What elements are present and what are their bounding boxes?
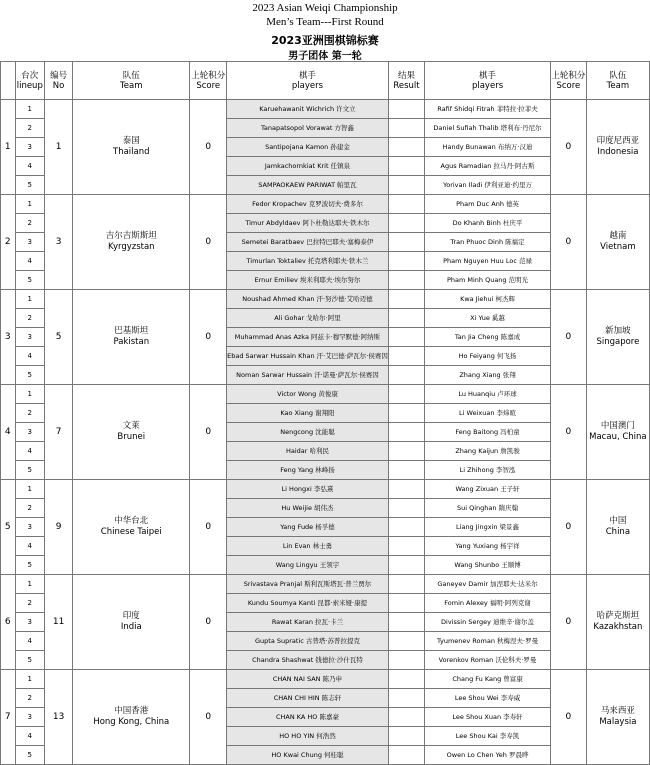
result-cell xyxy=(388,366,424,385)
result-cell xyxy=(388,100,424,119)
team-left xyxy=(73,385,190,480)
table-row xyxy=(1,480,650,499)
score-right: 0 xyxy=(550,385,586,480)
team-left-zh: 巴基斯坦 xyxy=(114,326,149,336)
player-left: Kao Xiang 谢翔阳 xyxy=(227,404,389,423)
player-right: Fomin Alexey 福明·阿列克谢 xyxy=(425,594,551,613)
player-right: Vorenkov Roman 沃伦科夫·罗曼 xyxy=(425,651,551,670)
player-left: Karuehawanit Wichrich 许文立 xyxy=(227,100,389,119)
team-right-en: Malaysia xyxy=(599,717,637,727)
team-number: 13 xyxy=(45,670,73,765)
col-players-left: 棋手 players xyxy=(227,62,389,100)
board-number: 5 xyxy=(15,556,45,575)
player-left: Timur Abdyldaev 阿卜杜勒达耶夫·铁木尔 xyxy=(227,214,389,233)
player-left: Srivastava Pranjal 斯利瓦斯塔瓦·普兰贾尔 xyxy=(227,575,389,594)
board-number: 4 xyxy=(15,727,45,746)
result-cell xyxy=(388,385,424,404)
team-left-en: Brunei xyxy=(117,432,146,442)
title-zh: 2023亚洲围棋锦标赛 xyxy=(271,34,379,47)
team-left-en: Hong Kong, China xyxy=(93,717,170,727)
result-cell xyxy=(388,195,424,214)
match-rank: 3 xyxy=(1,290,16,385)
score-left: 0 xyxy=(190,480,227,575)
player-right: Liang Jingxin 梁景鑫 xyxy=(425,518,551,537)
player-right: Pham Nguyen Huu Loc 范禄 xyxy=(425,252,551,271)
team-right xyxy=(586,290,649,385)
result-cell xyxy=(388,594,424,613)
result-cell xyxy=(388,328,424,347)
board-number: 5 xyxy=(15,651,45,670)
score-left: 0 xyxy=(190,195,227,290)
score-right: 0 xyxy=(550,670,586,765)
score-right: 0 xyxy=(550,100,586,195)
team-left-zh: 泰国 xyxy=(122,136,140,146)
team-left xyxy=(73,100,190,195)
player-right: Owen Lo Chen Yeh 罗晨晔 xyxy=(425,746,551,765)
player-left: Ebad Sarwar Hussain Khan 汗·艾巴德·萨瓦尔·侯赛因 xyxy=(227,347,389,366)
player-right: Tran Phuoc Dinh 陈福定 xyxy=(425,233,551,252)
table-row xyxy=(1,385,650,404)
player-right: Tan Jia Cheng 陈嘉成 xyxy=(425,328,551,347)
team-right-zh: 马来西亚 xyxy=(600,706,635,716)
result-cell xyxy=(388,309,424,328)
result-cell xyxy=(388,176,424,195)
team-number: 5 xyxy=(45,290,73,385)
team-number: 9 xyxy=(45,480,73,575)
player-right: Lee Shou Kai 李寿凯 xyxy=(425,727,551,746)
result-cell xyxy=(388,157,424,176)
team-right-zh: 印度尼西亚 xyxy=(596,136,640,146)
player-left: Tanapatsopol Vorawat 方智鑫 xyxy=(227,119,389,138)
player-left: Chandra Shashwat 钱德拉·沙什瓦特 xyxy=(227,651,389,670)
result-cell xyxy=(388,290,424,309)
board-number: 2 xyxy=(15,309,45,328)
result-cell xyxy=(388,537,424,556)
board-number: 1 xyxy=(15,290,45,309)
team-right-en: Singapore xyxy=(596,337,640,347)
player-left: Ali Gohar 戈哈尔·阿里 xyxy=(227,309,389,328)
board-number: 5 xyxy=(15,461,45,480)
team-number: 1 xyxy=(45,100,73,195)
result-cell xyxy=(388,575,424,594)
player-right: Divissin Sergey 迪维辛·谢尔盖 xyxy=(425,613,551,632)
team-right xyxy=(586,195,649,290)
board-number: 1 xyxy=(15,195,45,214)
subtitle-en: Men’s Team---First Round xyxy=(266,16,384,28)
match-rank: 7 xyxy=(1,670,16,765)
board-number: 2 xyxy=(15,404,45,423)
col-score-left: 上轮积分 Score xyxy=(190,62,227,100)
player-right: Li Weixuan 李炜暄 xyxy=(425,404,551,423)
board-number: 1 xyxy=(15,670,45,689)
player-left: Santipojana Kamon 孙建金 xyxy=(227,138,389,157)
result-cell xyxy=(388,708,424,727)
player-right: Zhang Kaijun 詹凯骏 xyxy=(425,442,551,461)
result-cell xyxy=(388,233,424,252)
board-number: 2 xyxy=(15,119,45,138)
player-right: Lee Shou Wei 李寿威 xyxy=(425,689,551,708)
team-right-zh: 中国 xyxy=(609,516,627,526)
board-number: 2 xyxy=(15,594,45,613)
result-cell xyxy=(388,632,424,651)
player-right: Ganeyev Damir 加涅耶夫·达米尔 xyxy=(425,575,551,594)
score-right: 0 xyxy=(550,575,586,670)
board-number: 4 xyxy=(15,442,45,461)
player-left: CHAN CHI HIN 陈志轩 xyxy=(227,689,389,708)
title-en: 2023 Asian Weiqi Championship xyxy=(252,2,398,14)
result-cell xyxy=(388,214,424,233)
board-number: 4 xyxy=(15,157,45,176)
player-right: Wang Zixuan 王子轩 xyxy=(425,480,551,499)
result-cell xyxy=(388,613,424,632)
player-right: Daniel Sufiah Thalib 塔利布·丹尼尔 xyxy=(425,119,551,138)
player-left: Nengcong 沈能聪 xyxy=(227,423,389,442)
match-rank: 4 xyxy=(1,385,16,480)
player-right: Lee Shou Xuan 李寿轩 xyxy=(425,708,551,727)
board-number: 1 xyxy=(15,575,45,594)
team-right-zh: 中国澳门 xyxy=(600,421,635,431)
player-left: Timurlan Toktaliev 托克塔利耶夫·铁木兰 xyxy=(227,252,389,271)
match-rank: 5 xyxy=(1,480,16,575)
player-left: SAMPAOKAEW PARIWAT 帕里瓦 xyxy=(227,176,389,195)
col-players-right: 棋手 players xyxy=(425,62,551,100)
player-left: HO HO YIN 何浩然 xyxy=(227,727,389,746)
player-right: Tyumenev Roman 秋梅涅夫·罗曼 xyxy=(425,632,551,651)
player-right: Pham Duc Anh 德英 xyxy=(425,195,551,214)
col-team-left: 队伍 Team xyxy=(73,62,190,100)
result-cell xyxy=(388,271,424,290)
result-cell xyxy=(388,423,424,442)
score-left: 0 xyxy=(190,100,227,195)
player-right: Yorivan Iladi 伊利亚迪·约里万 xyxy=(425,176,551,195)
player-left: Victor Wong 黄俊康 xyxy=(227,385,389,404)
result-cell xyxy=(388,347,424,366)
player-right: Chang Fu Kang 曾富康 xyxy=(425,670,551,689)
team-number: 7 xyxy=(45,385,73,480)
result-cell xyxy=(388,119,424,138)
board-number: 1 xyxy=(15,480,45,499)
col-score-right: 上轮积分 Score xyxy=(550,62,586,100)
table-row xyxy=(1,670,650,689)
team-right-en: China xyxy=(605,527,631,537)
team-right xyxy=(586,385,649,480)
team-left xyxy=(73,290,190,385)
match-rank: 6 xyxy=(1,575,16,670)
team-left-en: Pakistan xyxy=(113,337,150,347)
player-left: Ernur Emiliev 埃米利耶夫·埃尔努尔 xyxy=(227,271,389,290)
player-right: Xi Yue 奚越 xyxy=(425,309,551,328)
player-right: Agus Ramadian 拉马丹·阿古斯 xyxy=(425,157,551,176)
player-left: CHAN NAI SAN 陈乃申 xyxy=(227,670,389,689)
score-right: 0 xyxy=(550,290,586,385)
team-left-zh: 吉尔吉斯斯坦 xyxy=(105,231,157,241)
team-right-zh: 新加坡 xyxy=(605,326,631,336)
player-left: Noushad Ahmed Khan 汗·努沙德·艾哈迈德 xyxy=(227,290,389,309)
result-cell xyxy=(388,651,424,670)
player-right: Rafif Shidqi Fitrah 菲特拉·拉菲夫 xyxy=(425,100,551,119)
team-left-en: Chinese Taipei xyxy=(100,527,162,537)
player-right: Wang Shunbo 王顺博 xyxy=(425,556,551,575)
player-left: HO Kwai Chung 何桂聪 xyxy=(227,746,389,765)
team-number: 11 xyxy=(45,575,73,670)
player-left: Li Hongxi 李弘熹 xyxy=(227,480,389,499)
player-left: Jamkachornkiat Krit 任镇泉 xyxy=(227,157,389,176)
result-cell xyxy=(388,689,424,708)
team-left-zh: 中国香港 xyxy=(114,706,149,716)
header-row xyxy=(1,62,650,100)
board-number: 2 xyxy=(15,214,45,233)
board-number: 2 xyxy=(15,689,45,708)
board-number: 4 xyxy=(15,632,45,651)
result-cell xyxy=(388,727,424,746)
player-right: Feng Baitong 冯柏童 xyxy=(425,423,551,442)
col-result: 结果 Result xyxy=(388,62,424,100)
board-number: 3 xyxy=(15,708,45,727)
team-number: 3 xyxy=(45,195,73,290)
player-right: Zhang Xiang 张翔 xyxy=(425,366,551,385)
score-left: 0 xyxy=(190,575,227,670)
team-left xyxy=(73,670,190,765)
team-right xyxy=(586,670,649,765)
team-left-zh: 中华台北 xyxy=(114,516,149,526)
table-row xyxy=(1,575,650,594)
player-left: Noman Sarwar Hussain 汗·诺曼·萨瓦尔·侯赛因 xyxy=(227,366,389,385)
score-right: 0 xyxy=(550,480,586,575)
team-right-en: Vietnam xyxy=(600,242,636,252)
board-number: 3 xyxy=(15,613,45,632)
table-row xyxy=(1,195,650,214)
result-cell xyxy=(388,442,424,461)
team-right-zh: 越南 xyxy=(609,231,627,241)
col-blank xyxy=(1,62,16,100)
player-right: Lu Huanqiu 卢环球 xyxy=(425,385,551,404)
board-number: 5 xyxy=(15,366,45,385)
team-left-en: India xyxy=(120,622,142,632)
player-left: Feng Yang 林峰扬 xyxy=(227,461,389,480)
result-cell xyxy=(388,461,424,480)
col-lineup: 台次 lineup xyxy=(15,62,45,100)
team-left-zh: 文莱 xyxy=(122,421,140,431)
player-right: Do Khanh Binh 杜庆平 xyxy=(425,214,551,233)
score-left: 0 xyxy=(190,385,227,480)
board-number: 4 xyxy=(15,537,45,556)
player-right: Li Zhihong 李智泓 xyxy=(425,461,551,480)
board-number: 3 xyxy=(15,138,45,157)
result-cell xyxy=(388,670,424,689)
player-left: Semetei Baratbaev 巴拉特巴耶夫·塞梅泰伊 xyxy=(227,233,389,252)
board-number: 4 xyxy=(15,347,45,366)
player-right: Handy Bunawan 布纳万·汉迪 xyxy=(425,138,551,157)
player-left: Fedor Kropachev 克罗波切夫·费多尔 xyxy=(227,195,389,214)
team-left-en: Kyrgyzstan xyxy=(107,242,155,252)
player-left: Yang Fude 杨孚德 xyxy=(227,518,389,537)
board-number: 5 xyxy=(15,746,45,765)
result-cell xyxy=(388,404,424,423)
board-number: 4 xyxy=(15,252,45,271)
result-cell xyxy=(388,252,424,271)
team-left-en: Thailand xyxy=(113,147,150,157)
team-left-zh: 印度 xyxy=(122,611,140,621)
player-left: Hu Weijie 胡伟杰 xyxy=(227,499,389,518)
team-right xyxy=(586,480,649,575)
result-cell xyxy=(388,138,424,157)
board-number: 1 xyxy=(15,385,45,404)
col-team-right: 队伍 Team xyxy=(586,62,649,100)
player-left: Rawat Karan 拉瓦·卡兰 xyxy=(227,613,389,632)
board-number: 5 xyxy=(15,271,45,290)
board-number: 1 xyxy=(15,100,45,119)
match-rank: 1 xyxy=(1,100,16,195)
score-left: 0 xyxy=(190,670,227,765)
table-row xyxy=(1,290,650,309)
col-no: 编号 No xyxy=(45,62,73,100)
team-right-en: Kazakhstan xyxy=(593,622,643,632)
team-right xyxy=(586,100,649,195)
player-right: Yang Yuxiang 杨宇祥 xyxy=(425,537,551,556)
result-cell xyxy=(388,518,424,537)
match-rank: 2 xyxy=(1,195,16,290)
score-left: 0 xyxy=(190,290,227,385)
team-right-en: Indonesia xyxy=(597,147,639,157)
board-number: 3 xyxy=(15,518,45,537)
board-number: 2 xyxy=(15,499,45,518)
board-number: 3 xyxy=(15,423,45,442)
result-cell xyxy=(388,556,424,575)
team-left xyxy=(73,480,190,575)
table-row xyxy=(1,100,650,119)
player-left: Kundu Soumya Kanti 昆都·索米娅·康提 xyxy=(227,594,389,613)
player-right: Pham Minh Quang 范明光 xyxy=(425,271,551,290)
player-left: Wang Lingyu 王领宇 xyxy=(227,556,389,575)
result-cell xyxy=(388,480,424,499)
player-left: CHAN KA HO 陈嘉豪 xyxy=(227,708,389,727)
player-right: Ho Feiyang 何飞扬 xyxy=(425,347,551,366)
pairings-body xyxy=(1,100,650,765)
player-right: Sui Qinghan 隋庆翰 xyxy=(425,499,551,518)
result-cell xyxy=(388,746,424,765)
subtitle-zh: 男子团体 第一轮 xyxy=(288,51,362,62)
board-number: 3 xyxy=(15,328,45,347)
board-number: 5 xyxy=(15,176,45,195)
player-left: Lin Evan 林士勇 xyxy=(227,537,389,556)
team-left xyxy=(73,575,190,670)
team-left xyxy=(73,195,190,290)
pairings-table xyxy=(0,61,650,765)
player-left: Muhammad Anas Azka 阿兹卡·穆罕默德·阿纳斯 xyxy=(227,328,389,347)
player-right: Kwa Jiehui 柯杰辉 xyxy=(425,290,551,309)
player-left: Gupta Supratic 古普塔·苏普拉提克 xyxy=(227,632,389,651)
score-right: 0 xyxy=(550,195,586,290)
result-cell xyxy=(388,499,424,518)
team-right-en: Macau, China xyxy=(589,432,647,442)
player-left: Haidar 哈利民 xyxy=(227,442,389,461)
team-right xyxy=(586,575,649,670)
team-right-zh: 哈萨克斯坦 xyxy=(596,611,640,621)
board-number: 3 xyxy=(15,233,45,252)
